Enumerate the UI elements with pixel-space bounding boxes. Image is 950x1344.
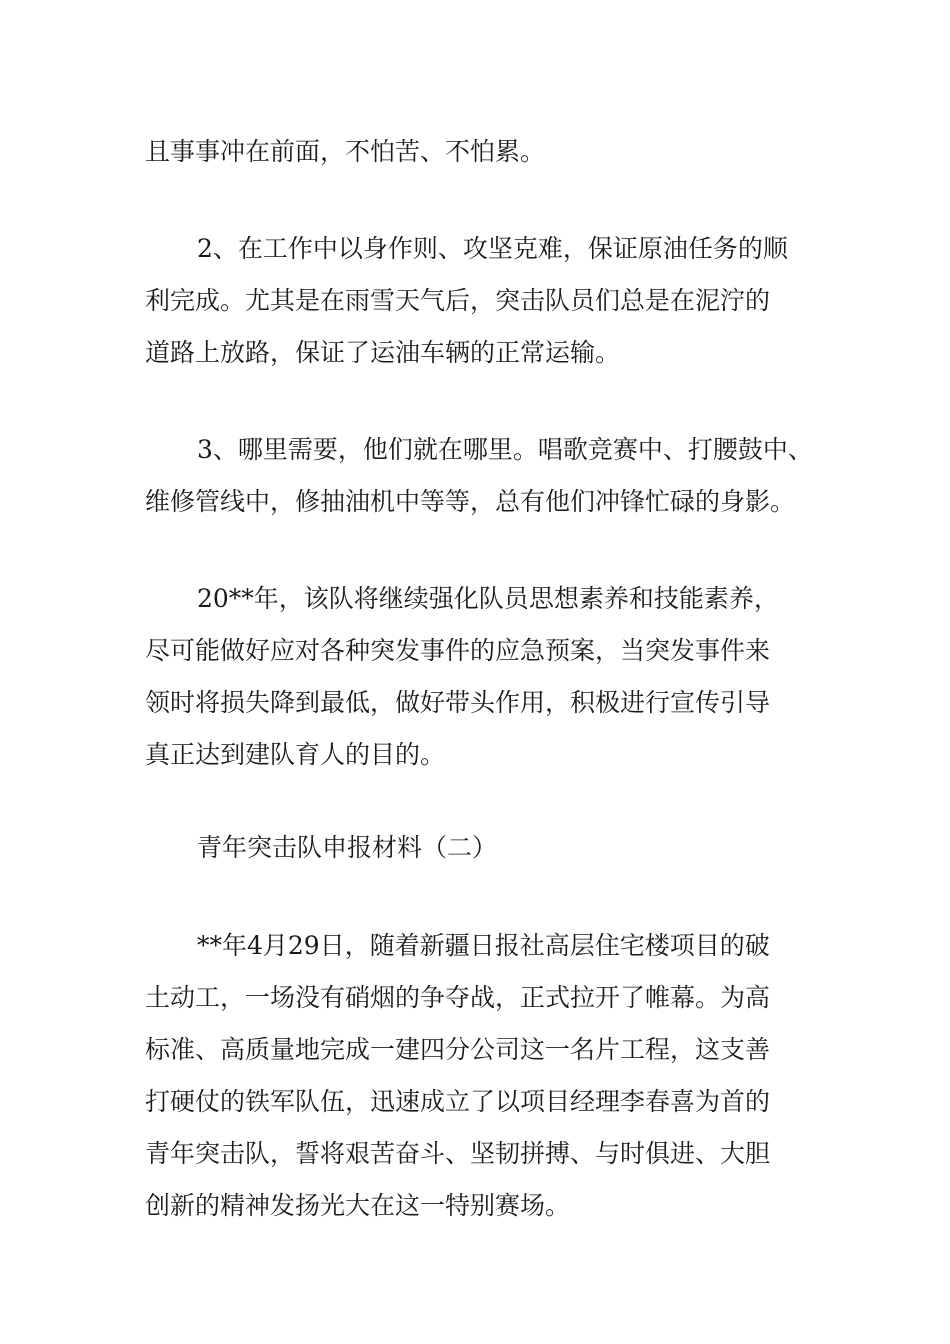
paragraph-item-3 xyxy=(145,424,815,528)
text-line: 标准、高质量地完成一建四分公司这一名片工程，这支善 xyxy=(145,1035,771,1064)
paragraph-continuation xyxy=(145,126,815,178)
text-line: 20**年，该队将继续强化队员思想素养和技能素养， xyxy=(197,584,779,613)
text-line: 维修管线中，修抽油机中等等，总有他们冲锋忙碌的身影。 xyxy=(145,487,796,516)
paragraph-item-2 xyxy=(145,223,815,379)
text-line: 真正达到建队育人的目的。 xyxy=(145,740,446,769)
text-line: 打硬仗的铁军队伍，迅速成立了以项目经理李春喜为首的 xyxy=(145,1087,771,1116)
text-line: **年4月29日，随着新疆日报社高层住宅楼项目的破 xyxy=(197,931,770,960)
text-line: 道路上放路，保证了运油车辆的正常运输。 xyxy=(145,338,621,367)
text-line: 2、在工作中以身作则、攻坚克难，保证原油任务的顺 xyxy=(197,234,788,263)
text-line: 创新的精神发扬光大在这一特别赛场。 xyxy=(145,1191,571,1220)
text-line: 利完成。尤其是在雨雪天气后，突击队员们总是在泥泞的 xyxy=(145,286,771,315)
text-line: 3、哪里需要，他们就在哪里。唱歌竞赛中、打腰鼓中、 xyxy=(197,435,813,464)
text-line: 且事事冲在前面，不怕苦、不怕累。 xyxy=(145,137,546,166)
text-line: 土动工，一场没有硝烟的争夺战，正式拉开了帷幕。为高 xyxy=(145,983,771,1012)
paragraph-plan xyxy=(145,573,815,781)
text-line: 领时将损失降到最低，做好带头作用，积极进行宣传引导 xyxy=(145,688,771,717)
heading-text: 青年突击队申报材料（二） xyxy=(197,833,498,862)
text-line: 青年突击队，誓将艰苦奋斗、坚韧拼搏、与时俱进、大胆 xyxy=(145,1139,771,1168)
paragraph-project xyxy=(145,920,815,1232)
text-line: 尽可能做好应对各种突发事件的应急预案，当突发事件来 xyxy=(145,636,771,665)
section-heading xyxy=(145,822,815,874)
